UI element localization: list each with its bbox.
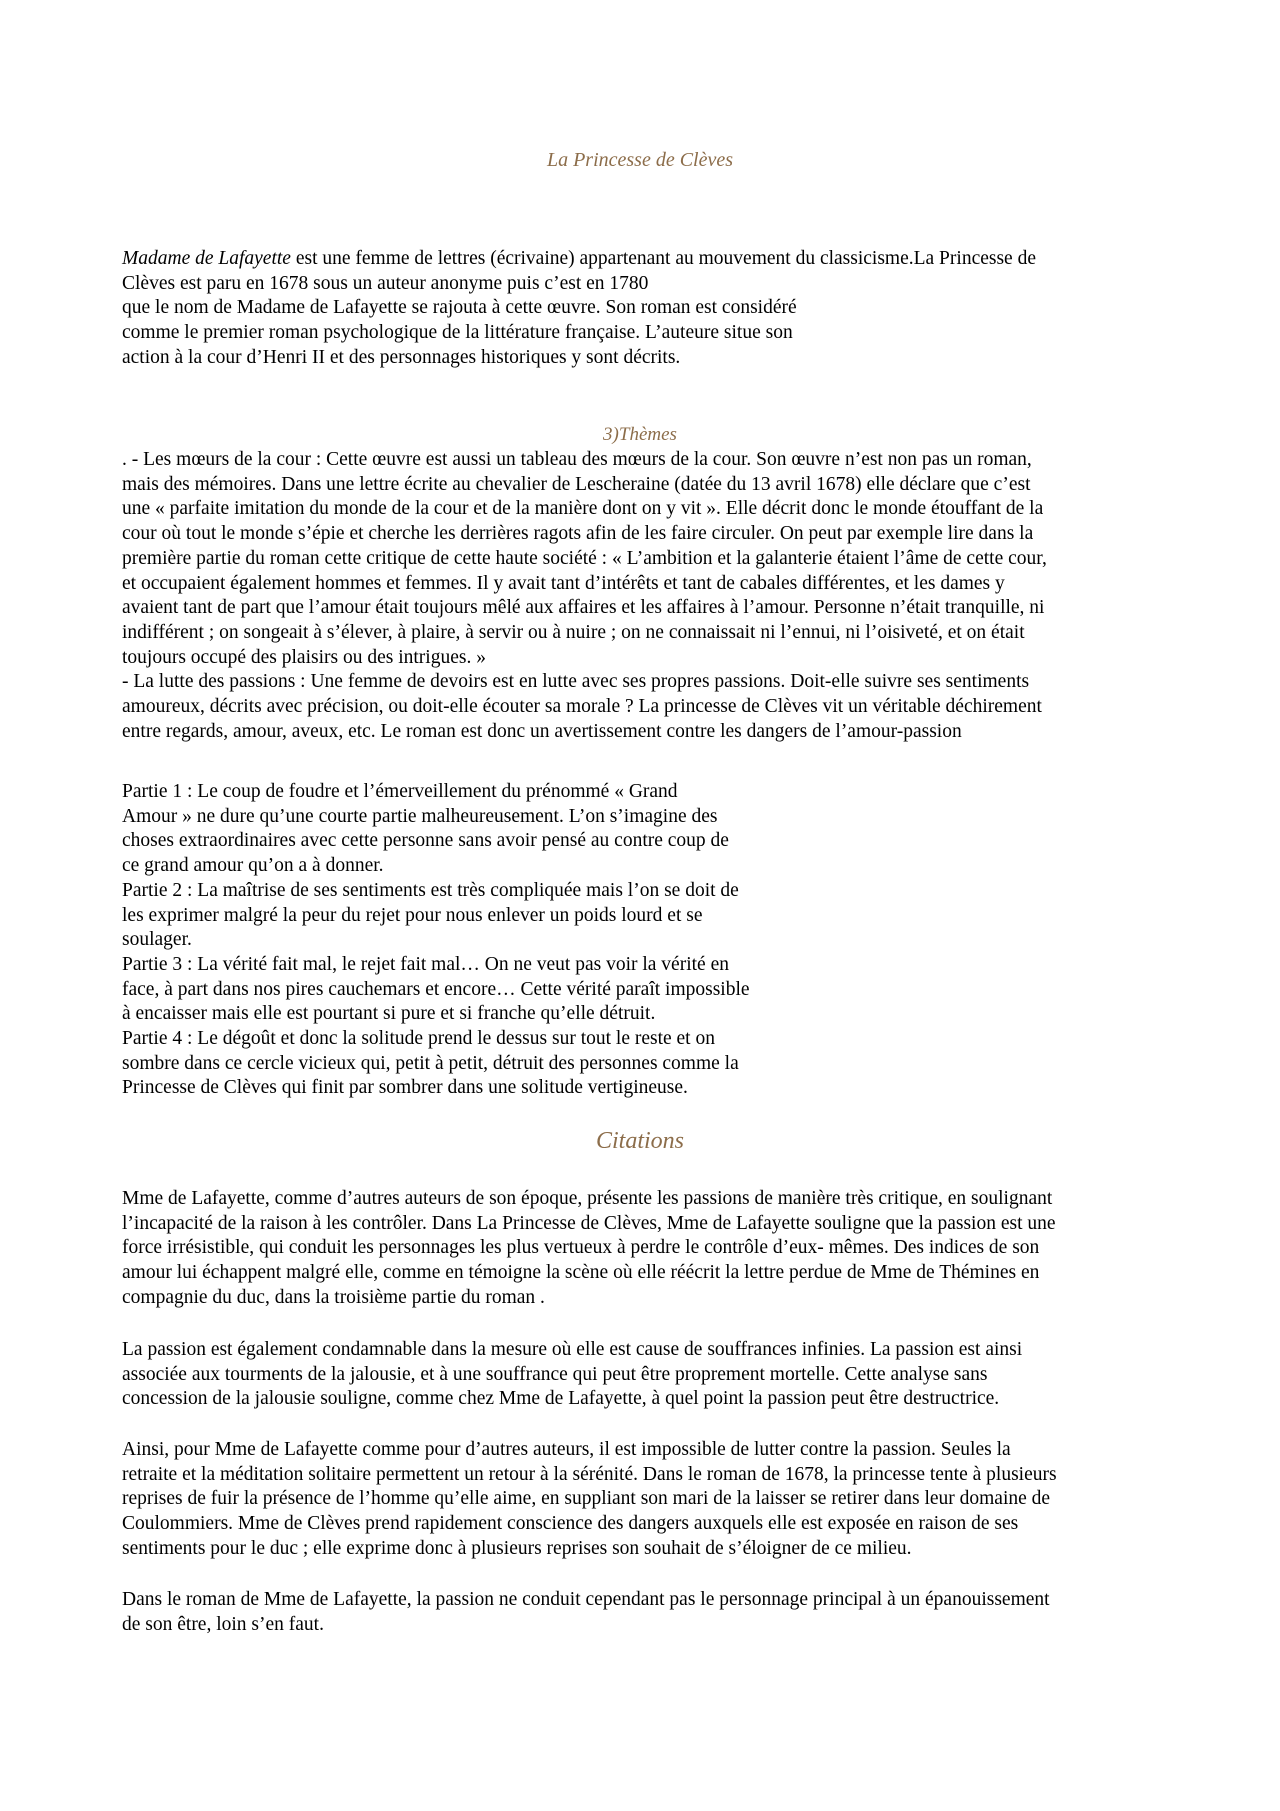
intro-line-rest: est une femme de lettres (écrivaine) appartenant au mouvement du classicisme.La Princesse de [290,248,1036,269]
parties-line: soulager. [122,929,192,951]
themes-paragraph [122,448,1047,744]
parties-line: Partie 1 : Le coup de foudre et l’émerveillement du prénommé « Grand [122,781,678,802]
citations-paragraph-3 [122,1438,1057,1562]
themes-line: cour où tout le monde s’épie et cherche les derrières ragots afin de les faire circuler. On peut par exemple lire dans la [122,523,1034,545]
citation-line: sentiments pour le duc ; elle exprime donc à plusieurs reprises son souhait de s’éloigner de ce milieu. [122,1537,912,1559]
parties-line: Partie 3 : La vérité fait mal, le rejet fait mal… On ne veut pas voir la vérité en [122,953,729,975]
parties-line: les exprimer malgré la peur du rejet pour nous enlever un poids lourd et se [122,904,703,926]
parties-line: Amour » ne dure qu’une courte partie malheureusement. L’on s’imagine des [122,805,718,827]
citation-line: force irrésistible, qui conduit les personnages les plus vertueux à perdre le contrôle d’eux- mêmes. Des indices de son [122,1237,1040,1259]
parties-line: ce grand amour qu’on a à donner. [122,855,384,877]
intro-line: comme le premier roman psychologique de la littérature française. L’auteure situe son [122,322,793,344]
parties-line: à encaisser mais elle est pourtant si pure et si franche qu’elle détruit. [122,1003,656,1025]
intro-line: Clèves est paru en 1678 sous un auteur anonyme puis c’est en 1780 [122,272,649,294]
parties-line: sombre dans ce cercle vicieux qui, petit à petit, détruit des personnes comme la [122,1052,739,1074]
themes-line: - La lutte des passions : Une femme de devoirs est en lutte avec ses propres passions. Doit-elle suivre ses sentiments [122,671,1030,693]
themes-line: mais des mémoires. Dans une lettre écrite au chevalier de Lescheraine (datée du 13 avril 1678) elle déclare que c’est [122,473,1031,495]
intro-line: action à la cour d’Henri II et des personnages historiques y sont décrits. [122,346,681,368]
citation-line: La passion est également condamnable dans la mesure où elle est cause de souffrances infinies. La passion est ainsi [122,1339,1023,1360]
citation-line: Coulommiers. Mme de Clèves prend rapidement conscience des dangers auxquels elle est exposée en raison de ses [122,1513,1019,1535]
themes-line: avaient tant de part que l’amour était toujours mêlé aux affaires et les affaires à l’amour. Personne n’était tranquille, ni [122,597,1045,619]
citation-line: reprises de fuir la présence de l’homme qu’elle aime, en suppliant son mari de la laisser se retirer dans leur domaine de [122,1488,1051,1510]
parties-line: Partie 2 : La maîtrise de ses sentiments est très compliquée mais l’on se doit de [122,879,739,901]
themes-line: toujours occupé des plaisirs ou des intrigues. » [122,646,486,668]
themes-heading: 3)Thèmes [603,424,677,445]
citations-paragraph-2 [122,1338,1022,1412]
citation-line: Dans le roman de Mme de Lafayette, la passion ne conduit cependant pas le personnage principal à un épanouissement [122,1589,1050,1610]
parties-line: Partie 4 : Le dégoût et donc la solitude prend le dessus sur tout le reste et on [122,1028,715,1050]
themes-line: . - Les mœurs de la cour : Cette œuvre est aussi un tableau des mœurs de la cour. Son œuvre n’est non pas un roman, [122,449,1032,470]
intro-line [122,247,1036,272]
themes-line: entre regards, amour, aveux, etc. Le roman est donc un avertissement contre les dangers de l’amour-passion [122,720,962,742]
author-name: Madame de Lafayette [122,248,291,269]
citation-line: associée aux tourments de la jalousie, et à une souffrance qui peut être proprement mortelle. Cette analyse sans [122,1363,988,1385]
citation-line: retraite et la méditation solitaire permettent un retour à la sérénité. Dans le roman de 1678, la princesse tente à plusieurs [122,1463,1057,1485]
themes-line: première partie du roman cette critique de cette haute société : « L’ambition et la galanterie étaient l’âme de cette cour, [122,547,1047,569]
citation-line: concession de la jalousie souligne, comme chez Mme de Lafayette, à quel point la passion peut être destructrice. [122,1388,1000,1410]
citation-line: compagnie du duc, dans la troisième partie du roman . [122,1286,545,1308]
citations-paragraph-1 [122,1187,1056,1311]
intro-line: que le nom de Madame de Lafayette se rajouta à cette œuvre. Son roman est considéré [122,297,797,319]
document-title: La Princesse de Clèves [546,149,734,171]
themes-line: indifférent ; on songeait à s’élever, à plaire, à servir ou à nuire ; on ne connaissait ni l’ennui, ni l’oisiveté, et on était [122,621,1025,643]
citation-line: l’incapacité de la raison à les contrôler. Dans La Princesse de Clèves, Mme de Lafayette souligne que la passion est une [122,1212,1056,1234]
citations-paragraph-4 [122,1588,1050,1637]
themes-line: une « parfaite imitation du monde de la cour et de la manière dont on y vit ». Elle décrit donc le monde étouffant de la [122,498,1044,520]
intro-paragraph [122,247,1036,371]
parties-paragraph [122,780,750,1101]
parties-line: Princesse de Clèves qui finit par sombrer dans une solitude vertigineuse. [122,1077,688,1099]
themes-line: et occupaient également hommes et femmes. Il y avait tant d’intérêts et tant de cabales différentes, et les dames y [122,572,1005,594]
citation-line: amour lui échappent malgré elle, comme en témoigne la scène où elle réécrit la lettre perdue de Mme de Thémines en [122,1262,1040,1284]
themes-line: amoureux, décrits avec précision, ou doit-elle écouter sa morale ? La princesse de Clèves vit un véritable déchirement [122,696,1042,718]
parties-line: face, à part dans nos pires cauchemars et encore… Cette vérité paraît impossible [122,978,750,1000]
citation-line: Mme de Lafayette, comme d’autres auteurs de son époque, présente les passions de manière très critique, en soulignant [122,1188,1053,1209]
parties-line: choses extraordinaires avec cette personne sans avoir pensé au contre coup de [122,830,729,852]
citation-line: de son être, loin s’en faut. [122,1613,324,1635]
citation-line: Ainsi, pour Mme de Lafayette comme pour d’autres auteurs, il est impossible de lutter contre la passion. Seules la [122,1439,1011,1460]
citations-heading: Citations [595,1128,685,1154]
